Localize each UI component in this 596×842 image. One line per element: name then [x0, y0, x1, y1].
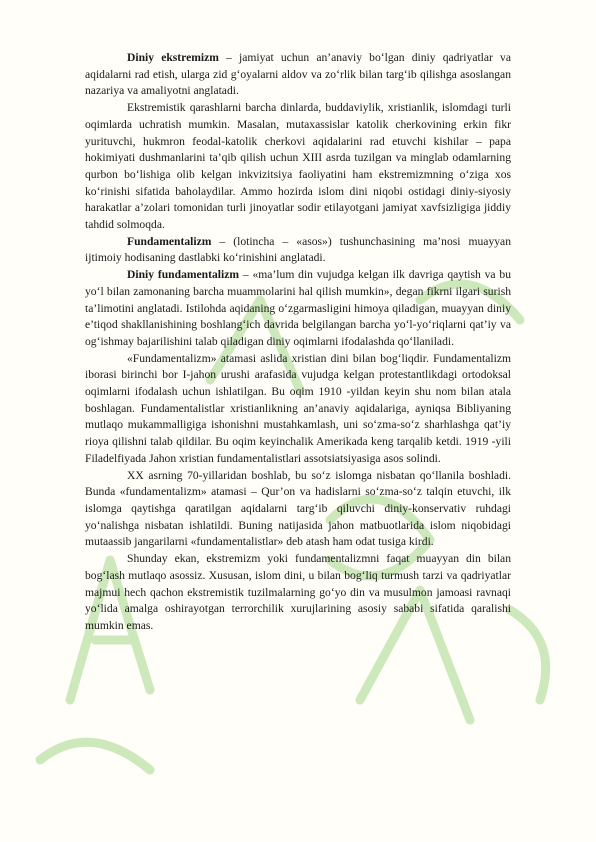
paragraph	[85, 351, 511, 468]
document-body	[85, 50, 511, 635]
paragraph	[85, 267, 511, 351]
paragraph-text: «Fundamentalizm» atamasi aslida xristian dini bilan bog‘liqdir. Fundamentalizm iborasi birinchi bor I-jahon urushi arafasida vujudga kelgan protestantlikdagi ortodoksal oqimlarni ifodalash uchun ishlatilgan. Bu oqim 1910 -yildan keyin shu nom bilan atala boshlagan. Fundamentalistlar xristianlikning an’anaviy aqidalariga, ayniqsa Bibliyaning mutlaqo mukammalligiga ishonishni mustahkamlash, uni so‘zma-so‘z sharhlashga qat’iy rioya qilishni talab qildilar. Bu oqim keyinchalik Amerikada keng tarqalib ketdi. 1919 -yili Filadelfiyada Jahon xristian fundamentalistlari assotsiatsiyasiga asos solindi.	[85, 351, 511, 465]
watermark-mark-left-arc	[40, 742, 150, 770]
paragraph	[85, 468, 511, 552]
paragraph-text: – jamiyat uchun an’anaviy bo‘lgan diniy qadriyatlar va aqidalarni rad etish, ularga zid g‘oyalarni aldov va zo‘rlik bilan targ‘ib qilishga asoslangan nazariya va amaliyotni anglatadi.	[85, 51, 511, 98]
paragraph-text: XX asrning 70-yillaridan boshlab, bu so‘z islomga nisbatan qo‘llanila boshladi. Bunda «fundamentalizm» atamasi – Qur’on va hadislarni so‘zma-so‘z talqin etuvchi, ilk islomga qaytishga qaratilgan aqidalarni targ‘ib qiluvchi diniy-konservativ ruhdagi yo‘nalishga nisbatan ishlatildi. Buning natijasida jahon matbuotlarida islom niqobidagi mutaassib jangarilarni «fundamentalistlar» deb atash ham odat tusiga kirdi.	[85, 468, 511, 549]
paragraph	[85, 551, 511, 635]
paragraph-term: Fundamentalizm	[127, 234, 212, 248]
paragraph-text: – «ma’lum din vujudga kelgan ilk davriga qaytish va bu yo‘l bilan zamonaning barcha muammolarini hal qilish mumkin», degan fikrni ilgari surish ta’limotini anglatadi. Istilohda aqidaning o‘zgarmasligini himoya qiladigan, muayyan diniy e’tiqod shakllanishining boshlang‘ich davrida belgilangan barcha yo‘l-yo‘riqlarni qat’iy va og‘ishmay bajarilishini talab qiladigan diniy oqimlarni ifodalashda qo‘llaniladi.	[85, 268, 511, 348]
paragraph-text: – (lotincha – «asos») tushunchasining ma’nosi muayyan ijtimoiy hodisaning dastlabki ko‘rinishini anglatadi.	[85, 234, 511, 265]
paragraph	[85, 100, 511, 234]
paragraph-term: Diniy ekstremizm	[127, 51, 219, 64]
paragraph	[85, 50, 511, 100]
watermark-mark-right	[510, 610, 546, 700]
paragraph-term: Diniy fundamentalizm	[127, 268, 240, 282]
paragraph	[85, 234, 511, 267]
paragraph-text: Shunday ekan, ekstremizm yoki fundamentalizmni faqat muayyan din bilan bog‘lash mutlaqo asossiz. Xususan, islom dini, u bilan bog‘liq turmush tarzi va qadriyatlar majmui hech qachon ekstremistik tuzilmalarning go‘yo din va musulmon jamoasi ravnaqi yo‘lida amalga oshirayotgan terrorchilik xurujlarining asosiy sababi sifatida qaralishi mumkin emas.	[85, 552, 511, 632]
paragraph-text: Ekstremistik qarashlarni barcha dinlarda, buddaviylik, xristianlik, islomdagi turli oqimlarda uchratish mumkin. Masalan, mutaxassislar katolik cherkovining erkin fikr yurituvchi, hukmron feodal-katolik cherkovi aqidalarini rad etuvchi kishilar – papa hokimiyati dushmanlarini ta’qib qilish uchun XIII asrda tuzilgan va minglab odamlarning qurbon bo‘lishiga olib kelgan inkvizitsiya faoliyatini ham ekstremizmning o‘ziga xos ko‘rinishi sifatida baholaydilar. Ammo hozirda islom dini niqobi ostidagi diniy-siyosiy harakatlar a’zolari tomonidan turli jinoyatlar sodir etilayotgani jamiyat xavfsizligiga jiddiy tahdid solmoqda.	[85, 101, 511, 232]
